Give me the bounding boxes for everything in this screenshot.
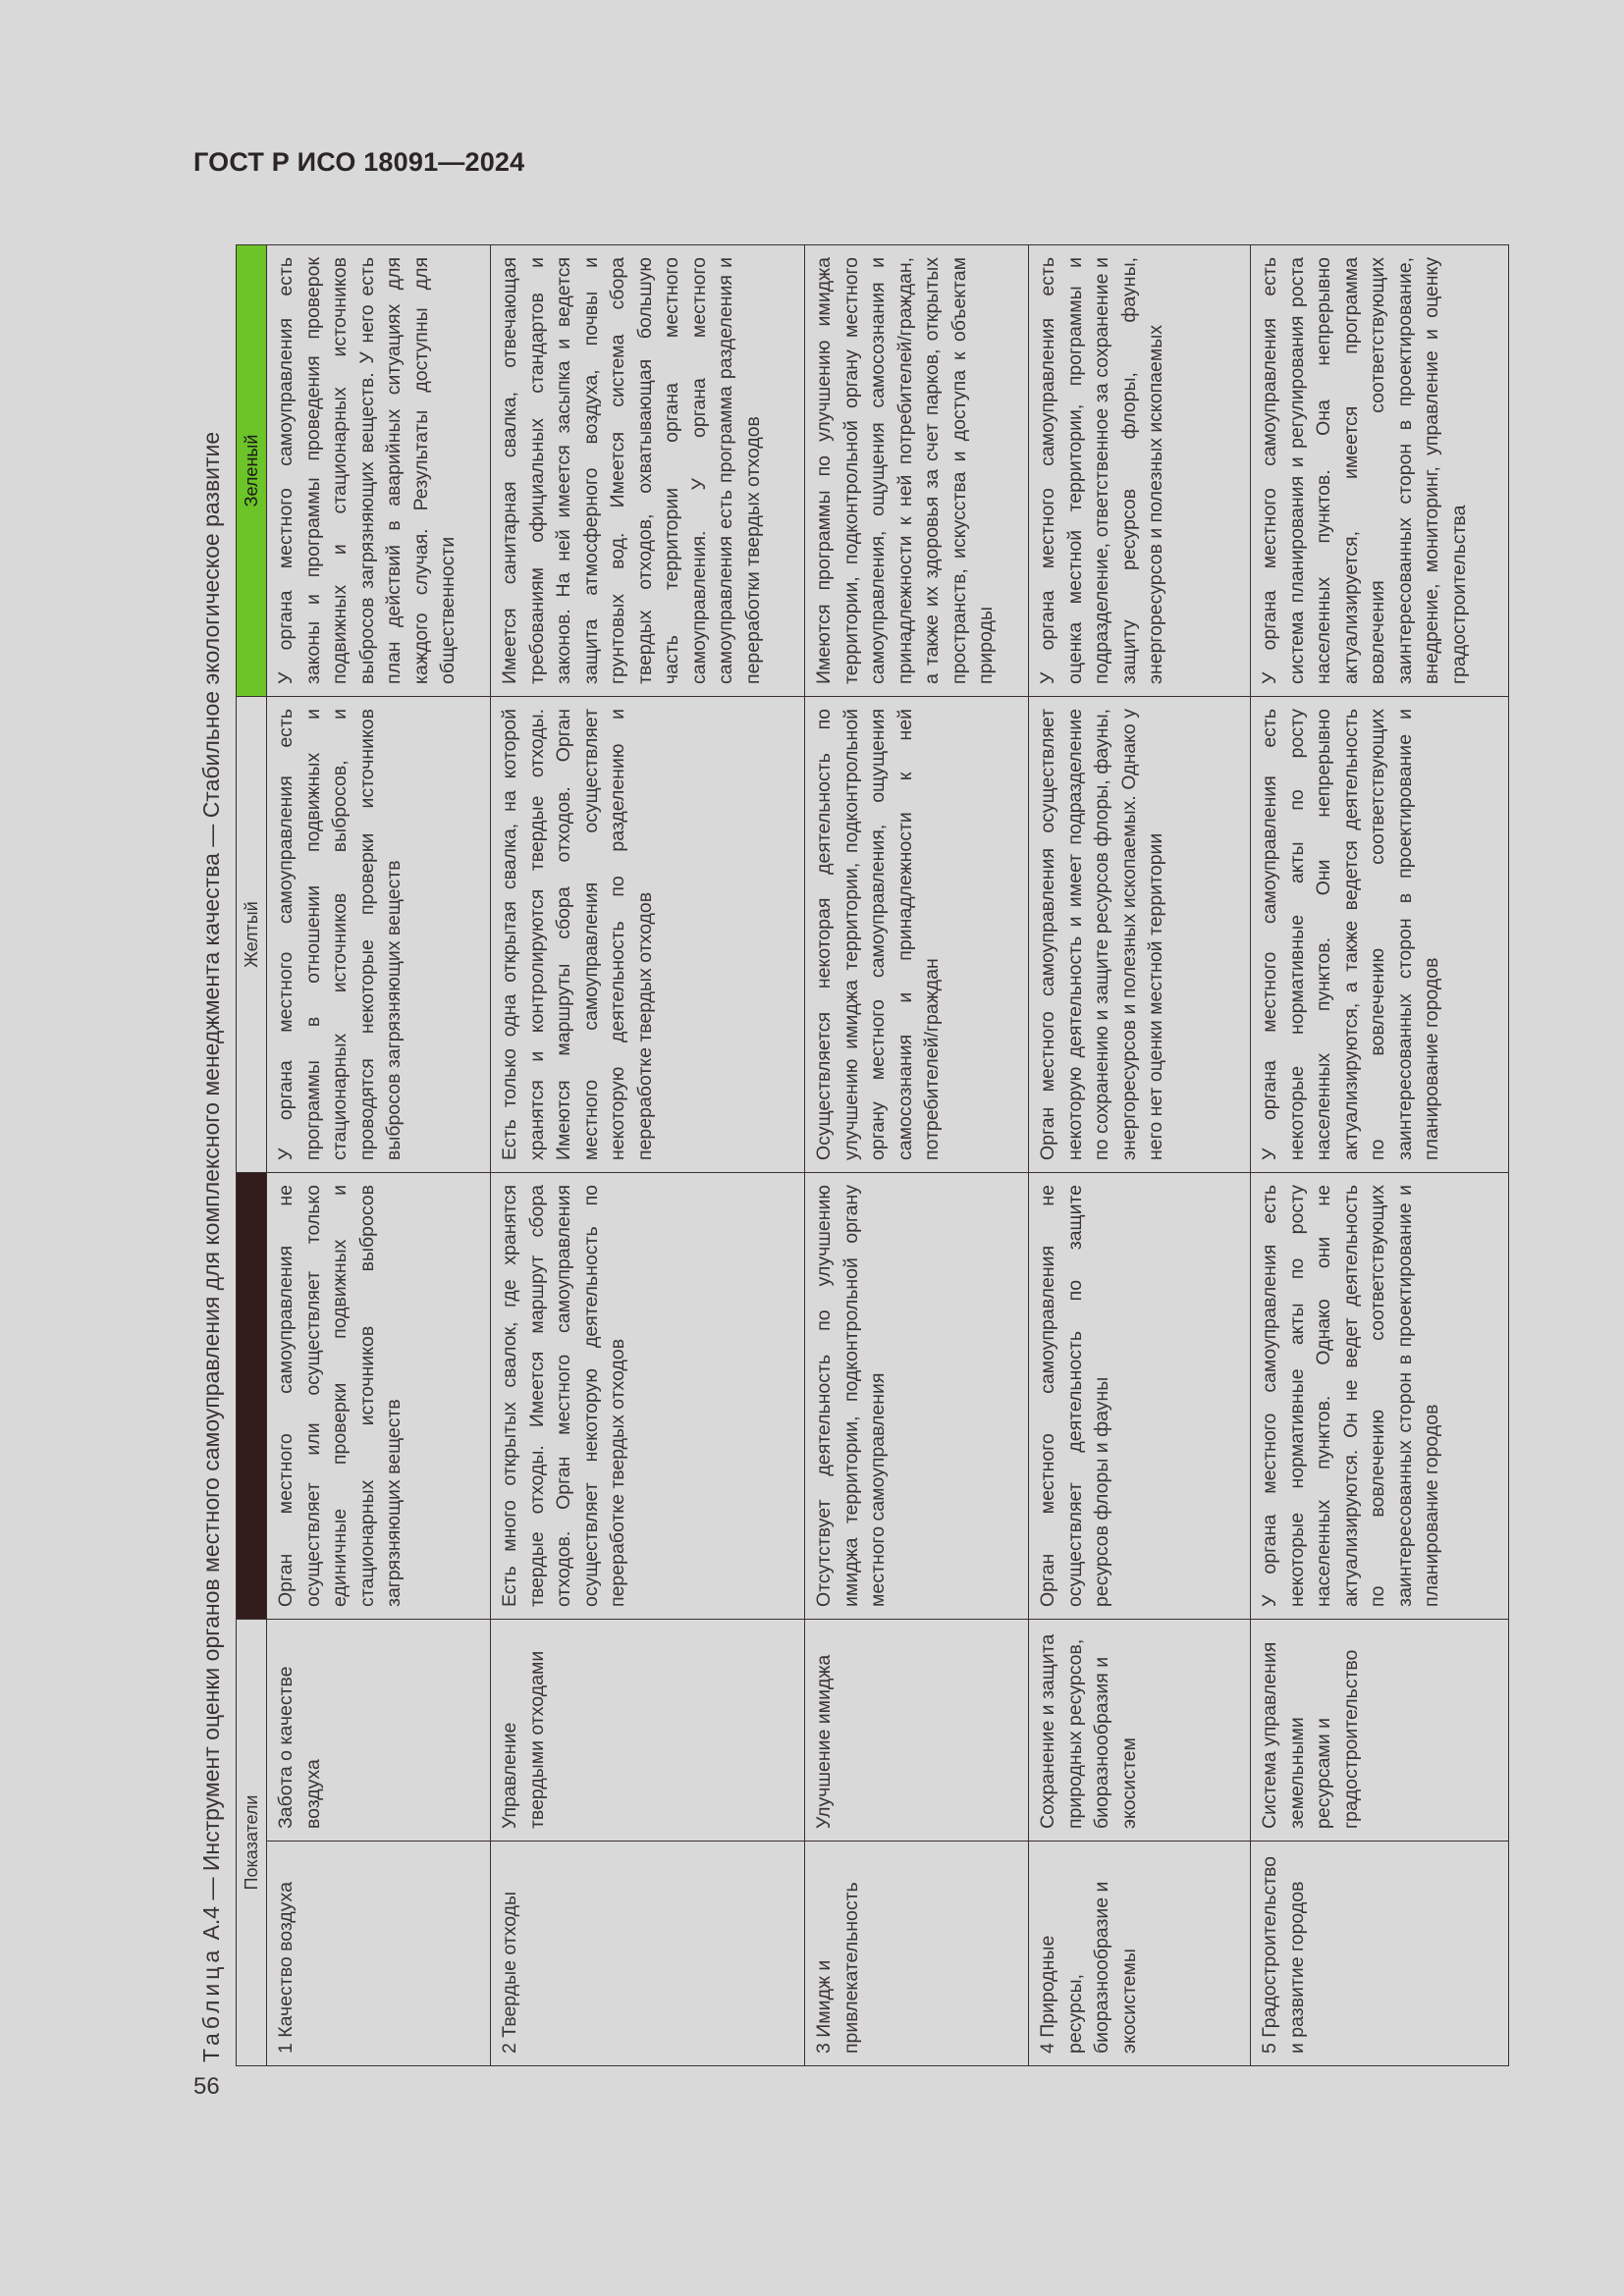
table-row <box>805 244 1029 2065</box>
row-red-cell: Орган местного самоуправления не осуществляет деятельность по защите ресурсов флоры и фауны <box>1029 1172 1251 1619</box>
row-green-cell: У органа местного самоуправления есть оценка местной территории, программы и подразделение, ответственное за сохранение и защиту ресурсов флоры, фауны, энергоресурсов и полезных ископаемых <box>1029 244 1251 696</box>
row-green-cell: Имеется санитарная свалка, отвечающая требованиям официальных стандартов и законов. На ней имеется засыпка и ведется защита атмосферного воздуха, почвы и грунтовых вод. Имеется система сбора твердых отходов, охватывающая большую часть территории органа местного самоуправления. У органа местного самоуправления есть программа разделения и переработки твердых отходов <box>491 244 805 696</box>
rotated-table-block <box>187 245 1507 2066</box>
row-indicator: Забота о качестве воздуха <box>267 1619 491 1841</box>
assessment-table <box>236 244 1509 2066</box>
header-yellow: Желтый <box>237 696 267 1172</box>
document-header: ГОСТ Р ИСО 18091—2024 <box>193 147 525 177</box>
row-yellow-cell: У органа местного самоуправления есть некоторые нормативные акты по росту населенных пунктов. Они непрерывно актуализируются, а также ведется деятельность по вовлечению соответствующих заинтересованных сторон в проектирование и планирование городов <box>1251 696 1509 1172</box>
row-category: 3 Имидж и привлекательность <box>805 1842 1029 2066</box>
table-caption-prefix: Таблица <box>198 1946 224 2062</box>
row-yellow-cell: Орган местного самоуправления осуществляет некоторую деятельность и имеет подразделение по сохранению и защите ресурсов флоры, фауны, энергоресурсов и полезных ископаемых. Однако у него нет оценки местной территории <box>1029 696 1251 1172</box>
row-indicator: Улучшение имиджа <box>805 1619 1029 1841</box>
row-category: 4 Природные ресурсы, биоразнообразие и экосистемы <box>1029 1842 1251 2066</box>
table-caption-text: А.4 — Инструмент оценки органов местного самоуправления для комплексного менеджмента качества — Стабильное экологическое развитие <box>198 431 224 1947</box>
table-row <box>491 244 805 2065</box>
page-number: 56 <box>193 2073 220 2100</box>
row-category: 5 Градостроительство и развитие городов <box>1251 1842 1509 2066</box>
row-category: 2 Твердые отходы <box>491 1842 805 2066</box>
row-red-cell: У органа местного самоуправления есть некоторые нормативные акты по росту населенных пунктов. Однако они не актуализируются. Он не ведет деятельность по вовлечению соответствующих заинтересованных сторон в проектирование и планирование городов <box>1251 1172 1509 1619</box>
row-green-cell: У органа местного самоуправления есть система планирования и регулирования роста населенных пунктов. Она непрерывно актуализируется, имеется программа вовлечения соответствующих заинтересованных сторон в проектирование, внедрение, мониторинг, управление и оценку градостроительства <box>1251 244 1509 696</box>
row-indicator: Сохранение и защита природных ресурсов, биоразнообразия и экосистем <box>1029 1619 1251 1841</box>
table-row <box>267 244 491 2065</box>
table-header-row <box>237 244 267 2065</box>
table-caption <box>187 245 236 2066</box>
row-red-cell: Орган местного самоуправления не осуществляет или осуществляет только единичные проверки подвижных и стационарных источников выбросов загрязняющих веществ <box>267 1172 491 1619</box>
row-red-cell: Отсутствует деятельность по улучшению имиджа территории, подконтрольной органу местного самоуправления <box>805 1172 1029 1619</box>
row-category: 1 Качество воздуха <box>267 1842 491 2066</box>
row-green-cell: У органа местного самоуправления есть законы и программы проведения проверок подвижных и стационарных источников выбросов загрязняющих веществ. У него есть план действий в аварийных ситуациях для каждого случая. Результаты доступны для общественности <box>267 244 491 696</box>
table-row <box>1029 244 1251 2065</box>
header-indicators: Показатели <box>237 1619 267 2065</box>
row-yellow-cell: У органа местного самоуправления есть программы в отношении подвижных и стационарных источников выбросов, и проводятся некоторые проверки источников выбросов загрязняющих веществ <box>267 696 491 1172</box>
header-green: Зеленый <box>237 244 267 696</box>
row-yellow-cell: Есть только одна открытая свалка, на которой хранятся и контролируются твердые отходы. Имеются маршруты сбора отходов. Орган местного самоуправления осуществляет некоторую деятельность по разделению и переработке твердых отходов <box>491 696 805 1172</box>
table-row <box>1251 244 1509 2065</box>
row-red-cell: Есть много открытых свалок, где хранятся твердые отходы. Имеется маршрут сбора отходов. Орган местного самоуправления осуществляет некоторую деятельность по переработке твердых отходов <box>491 1172 805 1619</box>
row-indicator: Система управления земельными ресурсами и градостроительство <box>1251 1619 1509 1841</box>
row-indicator: Управление твердыми отходами <box>491 1619 805 1841</box>
header-red <box>237 1172 267 1619</box>
row-green-cell: Имеются программы по улучшению имиджа территории, подконтрольной органу местного самоуправления, ощущения самосознания и принадлежности к ней потребителей/граждан, а также их здоровья за счет парков, открытых пространств, искусства и доступа к объектам природы <box>805 244 1029 696</box>
row-yellow-cell: Осуществляется некоторая деятельность по улучшению имиджа территории, подконтрольной органу местного самоуправления, ощущения самосознания и принадлежности к ней потребителей/граждан <box>805 696 1029 1172</box>
